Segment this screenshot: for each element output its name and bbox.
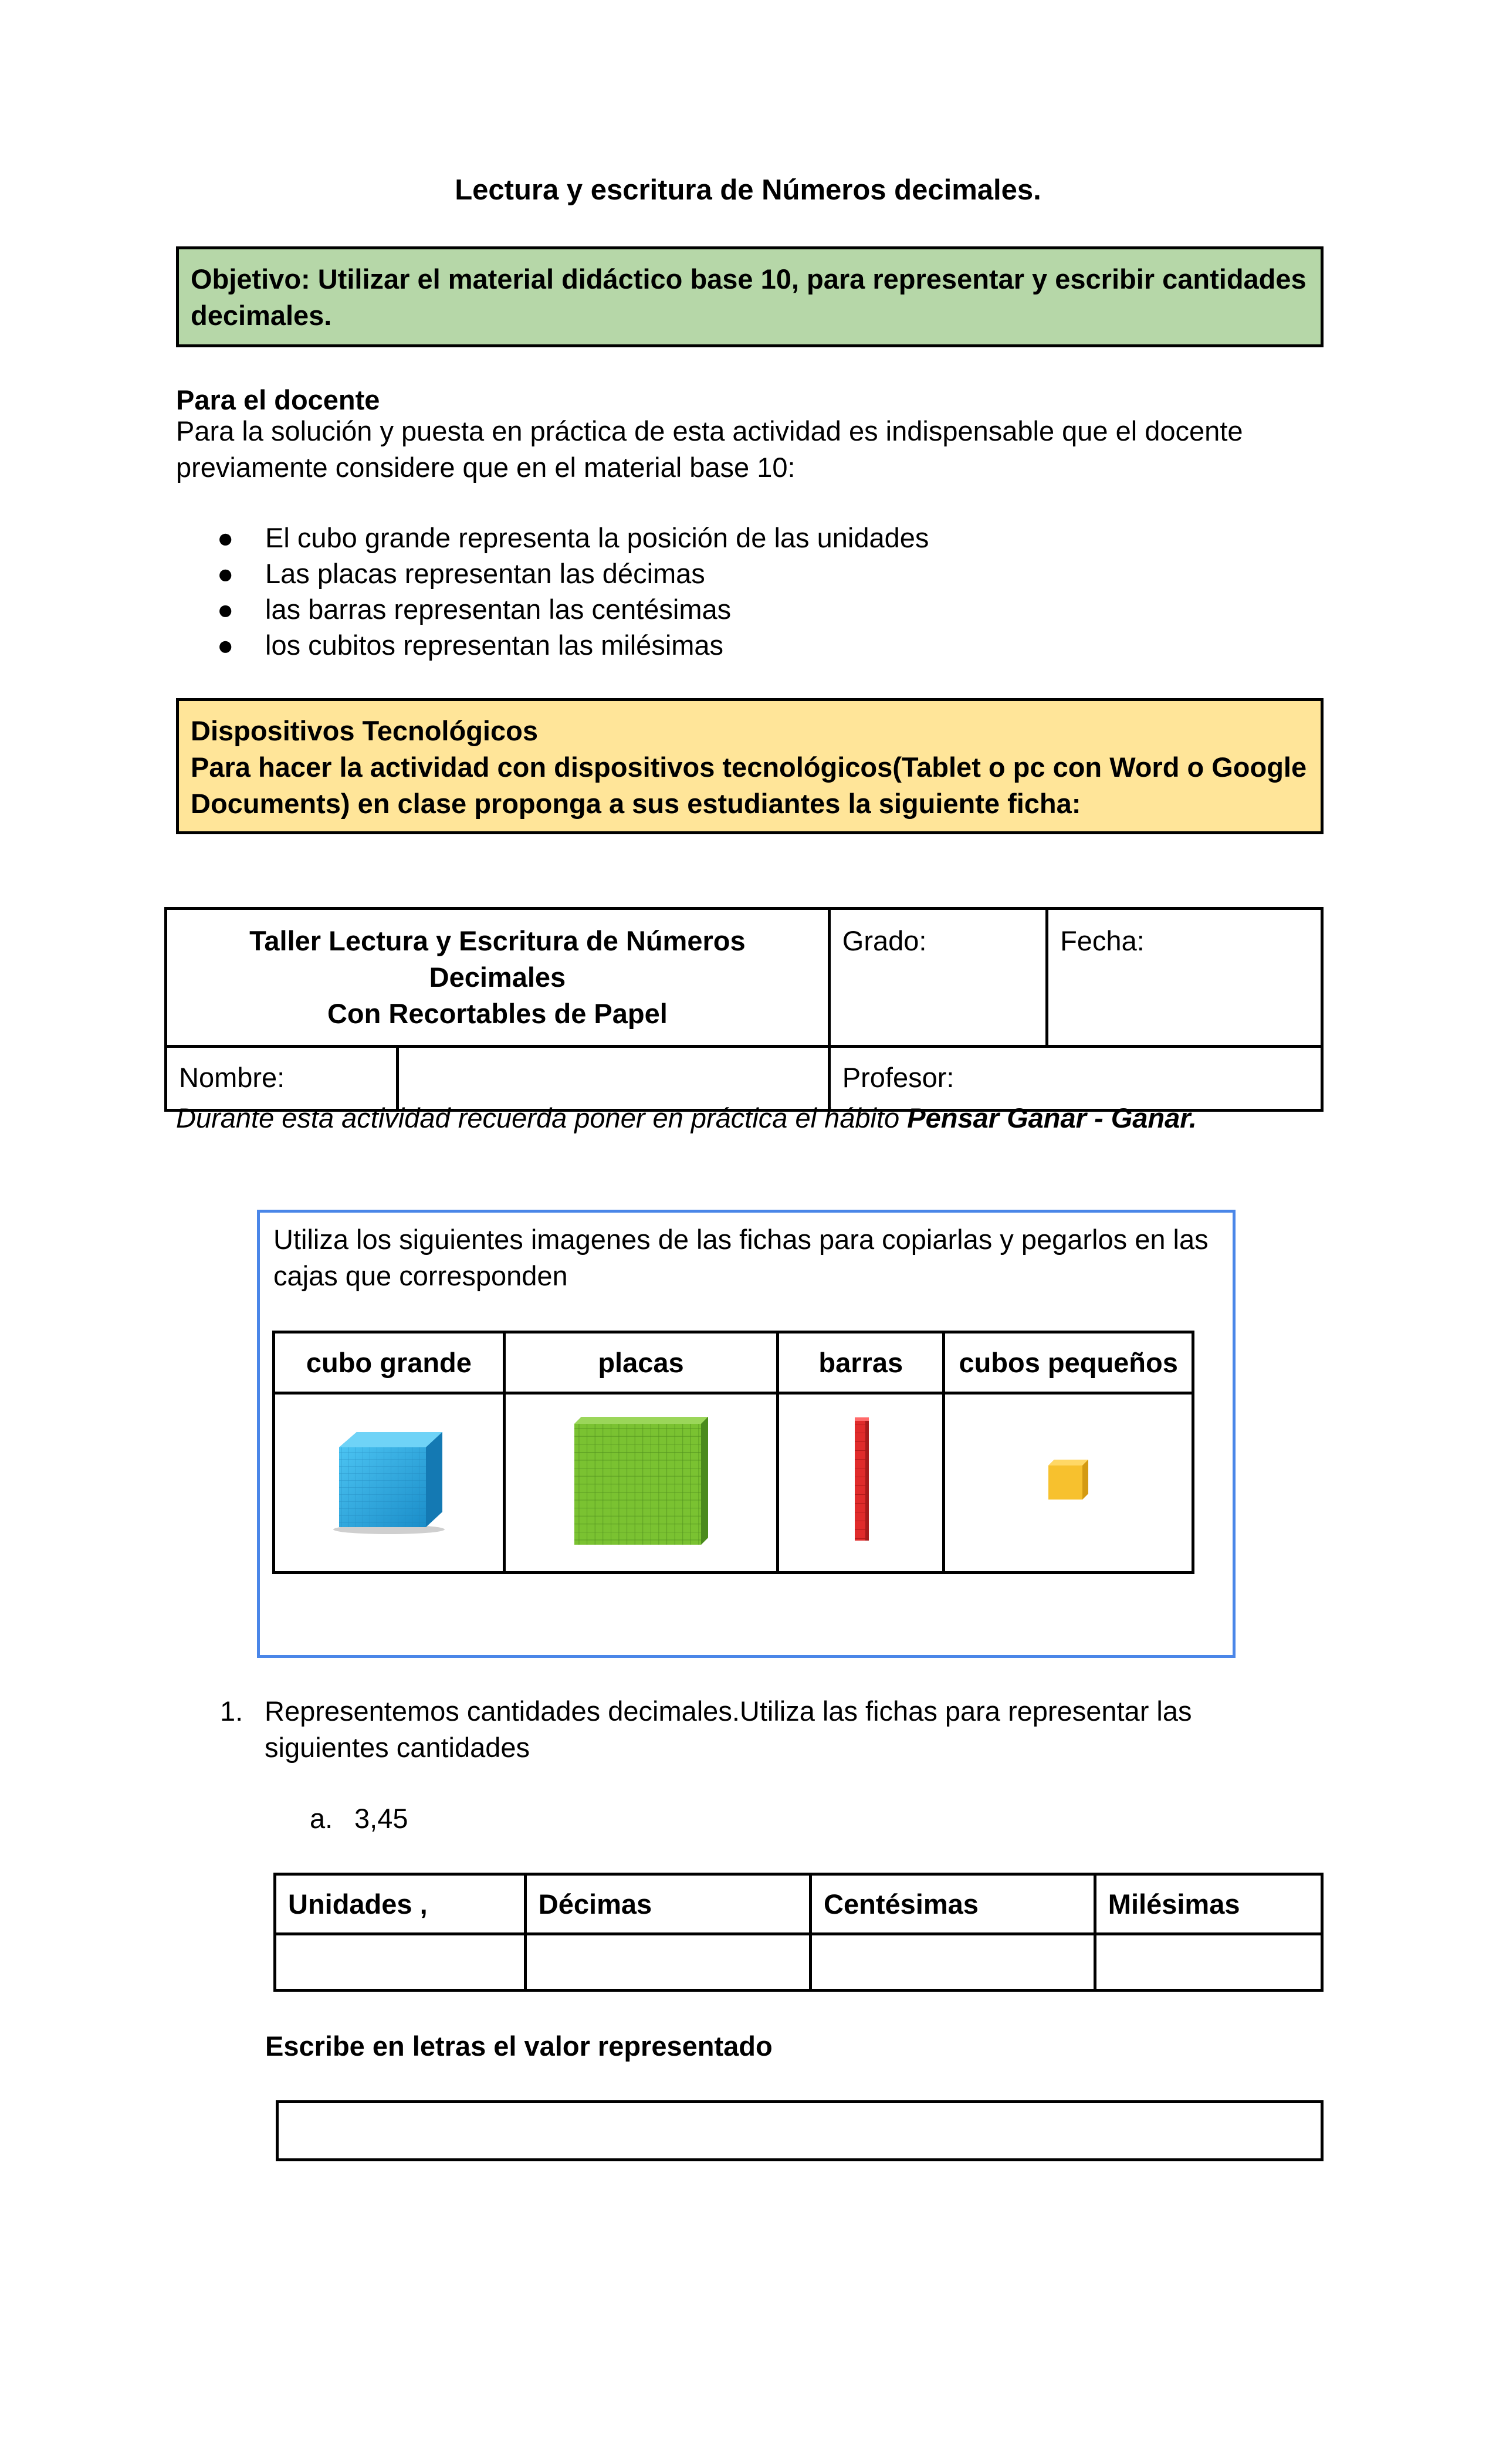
fecha-field[interactable]: Fecha: <box>1047 909 1322 1047</box>
profesor-field[interactable]: Profesor: <box>829 1047 1322 1111</box>
grado-field[interactable]: Grado: <box>829 909 1047 1047</box>
worksheet-title: Taller Lectura y Escritura de Números Decimales Con Recortables de Papel <box>166 909 830 1047</box>
small-cube-icon[interactable] <box>1045 1456 1092 1503</box>
habit-name: Pensar Ganar - Ganar. <box>907 1102 1197 1133</box>
objective-box <box>176 246 1324 347</box>
write-answer-box[interactable] <box>276 2100 1324 2161</box>
col-barras: barras <box>778 1332 944 1393</box>
item-value: 3,45 <box>354 1803 408 1834</box>
devices-heading: Dispositivos Tecnológicos <box>191 715 538 746</box>
bullet-item: ● Las placas representan las décimas <box>217 556 929 591</box>
milesimas-cell[interactable] <box>1095 1934 1322 1991</box>
place-value-table <box>273 1873 1324 1992</box>
decimas-cell[interactable] <box>525 1934 810 1991</box>
col-decimas: Décimas <box>525 1874 810 1934</box>
small-cube-cell <box>944 1393 1193 1573</box>
bullet-icon: ● <box>217 629 234 661</box>
nombre-label: Nombre: <box>166 1047 398 1111</box>
pieces-table <box>272 1331 1194 1574</box>
bar-icon[interactable] <box>849 1415 872 1544</box>
col-milesimas: Milésimas <box>1095 1874 1322 1934</box>
teacher-intro: Para la solución y puesta en práctica de esta actividad es indispensable que el docente previamente considere que en el material base 10: <box>176 415 1243 483</box>
objective-text: Objetivo: Utilizar el material didáctico base 10, para representar y escribir cantidades decimales. <box>191 263 1307 331</box>
centesimas-cell[interactable] <box>811 1934 1095 1991</box>
col-unidades: Unidades , <box>275 1874 526 1934</box>
teacher-heading: Para el docente <box>176 384 380 415</box>
bullet-item: ● El cubo grande representa la posición de las unidades <box>217 520 929 556</box>
page-title: Lectura y escritura de Números decimales. <box>455 174 1041 206</box>
large-cube-icon[interactable] <box>327 1424 451 1535</box>
habit-reminder: Durante esta actividad recuerda poner en práctica el hábito Pensar Ganar - Ganar. <box>176 1102 1197 1133</box>
bullet-item: ● los cubitos representan las milésimas <box>217 627 929 663</box>
nombre-field[interactable] <box>398 1047 829 1111</box>
devices-box <box>176 698 1324 834</box>
write-prompt: Escribe en letras el valor representado <box>265 2030 773 2062</box>
item-label: a. <box>310 1803 333 1834</box>
question-number: 1. <box>220 1695 243 1727</box>
col-cubo-grande: cubo grande <box>274 1332 505 1393</box>
devices-text: Para hacer la actividad con dispositivos tecnológicos(Tablet o pc con Word o Google Documents) en clase proponga a sus estudiantes la siguiente ficha: <box>191 752 1307 819</box>
teacher-bullet-list <box>217 520 929 663</box>
pieces-instruction: Utiliza los siguientes imagenes de las fichas para copiarlas y pegarlos en las cajas que corresponden <box>273 1224 1209 1291</box>
col-cubos-pequenos: cubos pequeños <box>944 1332 1193 1393</box>
question-text: Representemos cantidades decimales.Utiliza las fichas para representar las siguientes cantidades <box>265 1695 1192 1763</box>
plate-icon[interactable] <box>571 1412 712 1547</box>
bar-cell <box>778 1393 944 1573</box>
cube-cell <box>274 1393 505 1573</box>
bullet-icon: ● <box>217 594 234 625</box>
col-placas: placas <box>504 1332 777 1393</box>
bullet-item: ● las barras representan las centésimas <box>217 591 929 627</box>
bullet-icon: ● <box>217 522 234 553</box>
col-centesimas: Centésimas <box>811 1874 1095 1934</box>
worksheet-header-table <box>164 907 1324 1112</box>
bullet-icon: ● <box>217 558 234 589</box>
unidades-cell[interactable] <box>275 1934 526 1991</box>
plate-cell <box>504 1393 777 1573</box>
